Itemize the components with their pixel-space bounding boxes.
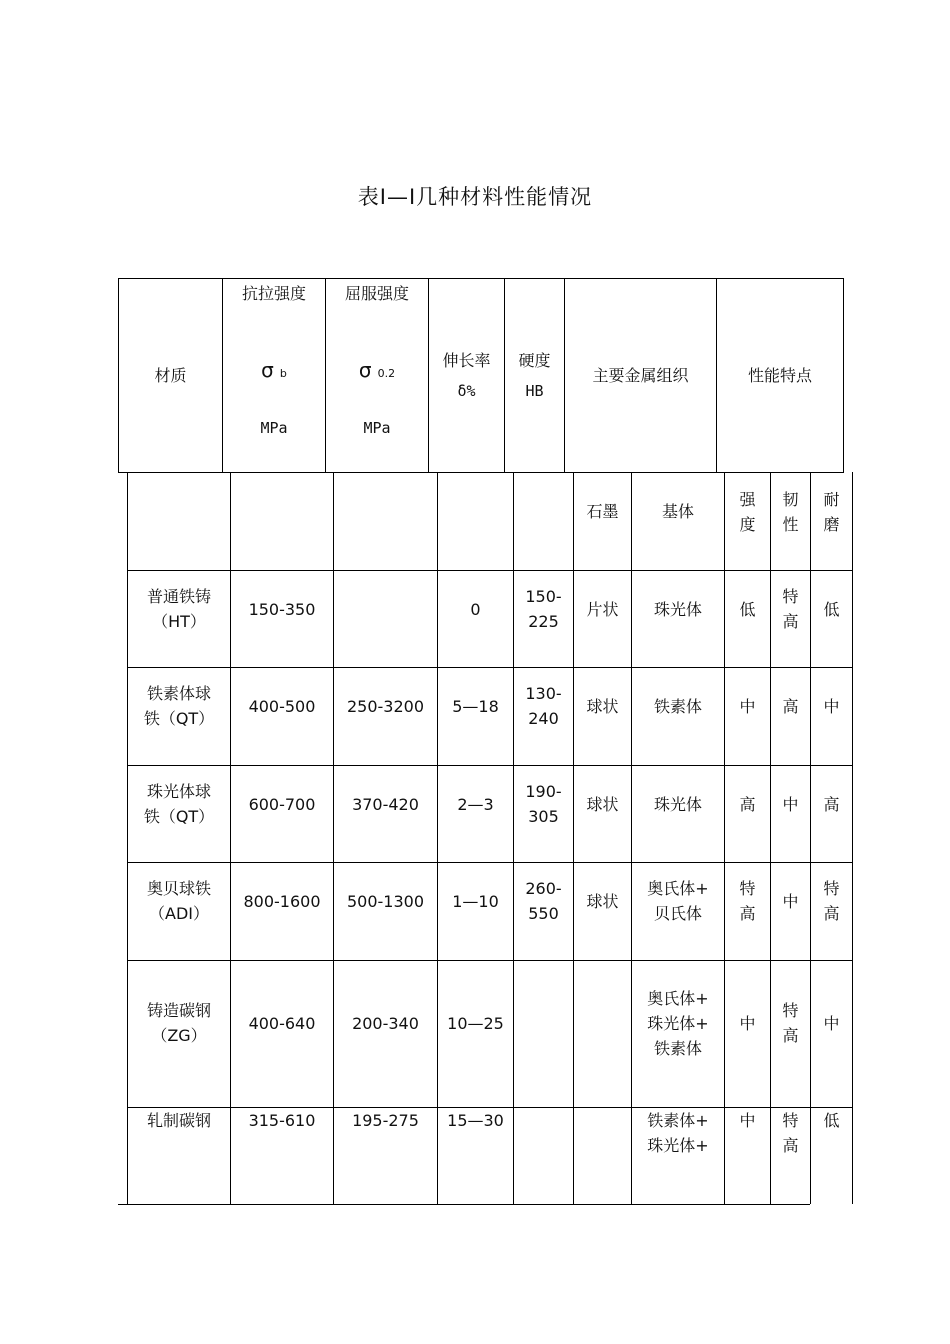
hardness-value-2: 305 — [528, 807, 559, 826]
strength-value: 低 — [739, 599, 756, 619]
elongation-symbol: δ% — [457, 381, 476, 400]
cell-wear — [811, 571, 852, 647]
cell-hardness — [514, 668, 573, 744]
cell-elongation — [438, 668, 513, 744]
cell-strength — [725, 571, 770, 647]
strength-value: 中 — [739, 696, 756, 716]
cell-yield — [334, 668, 437, 744]
subheader-matrix — [632, 473, 724, 550]
cell-tensile — [231, 766, 333, 842]
cell-material — [128, 863, 230, 939]
wear-value: 中 — [823, 696, 840, 716]
property-label: 性能特点 — [747, 366, 812, 385]
toughness-value-1: 特 — [782, 1111, 799, 1130]
material-name: 奥贝球铁 — [146, 879, 211, 898]
material-name: 普通铁铸 — [146, 587, 211, 606]
matrix-value: 珠光体 — [653, 794, 702, 814]
cell-wear — [811, 961, 852, 1085]
wear-value: 高 — [823, 794, 840, 814]
cell-wear — [811, 863, 852, 939]
strength-value: 高 — [739, 794, 756, 814]
tensile-value: 400-500 — [248, 696, 316, 716]
cell-matrix — [632, 766, 724, 842]
header-material — [119, 279, 222, 472]
yield-value: 200-340 — [352, 1013, 419, 1033]
cell-elongation — [438, 766, 513, 842]
cell-yield — [334, 571, 437, 647]
table-title: 表Ⅰ—Ⅰ几种材料性能情况 — [357, 185, 593, 209]
header-tensile — [223, 279, 325, 472]
cell-tensile — [231, 571, 333, 647]
tensile-label: 抗拉强度 — [241, 284, 306, 303]
toughness-label-2: 性 — [782, 514, 799, 534]
material-code: 铁（QT） — [143, 709, 215, 728]
cell-graphite — [574, 863, 631, 939]
hardness-value-1: 260- — [525, 879, 562, 898]
wear-value-1: 特 — [823, 879, 840, 898]
matrix-value-3: 铁素体 — [653, 1038, 702, 1058]
cell-yield — [334, 961, 437, 1085]
wear-value: 低 — [823, 599, 840, 619]
table-bottom-border — [118, 1204, 810, 1205]
cell-material — [128, 1108, 230, 1204]
cell-strength — [725, 668, 770, 744]
cell-matrix — [632, 1108, 724, 1204]
cell-material — [128, 571, 230, 647]
cell-matrix — [632, 961, 724, 1085]
yield-value: 500-1300 — [346, 891, 425, 911]
cell-hardness — [514, 863, 573, 939]
cell-graphite — [574, 668, 631, 744]
toughness-value: 中 — [782, 794, 799, 814]
graphite-label: 石墨 — [586, 502, 619, 521]
toughness-label-1: 韧 — [782, 489, 799, 509]
cell-toughness — [771, 668, 810, 744]
elongation-label: 伸长率 — [442, 350, 491, 370]
material-code: （HT） — [152, 612, 206, 631]
matrix-value-1: 奥氏体+ — [647, 879, 709, 898]
wear-value: 中 — [823, 1013, 840, 1033]
tensile-symbol — [261, 358, 287, 386]
body-col-line — [852, 472, 853, 1204]
hardness-label: 硬度 — [518, 350, 551, 370]
subheader-wear — [811, 473, 852, 550]
toughness-value-2: 高 — [782, 612, 799, 631]
elongation-value: 2—3 — [457, 794, 494, 814]
yield-value: 195-275 — [352, 1111, 419, 1130]
cell-graphite — [574, 766, 631, 842]
cell-hardness — [514, 571, 573, 647]
cell-elongation — [438, 961, 513, 1085]
matrix-value-1: 铁素体+ — [647, 1111, 709, 1130]
material-name: 珠光体球 — [146, 782, 211, 801]
toughness-value-2: 高 — [782, 1026, 799, 1045]
yield-value: 250-3200 — [346, 696, 425, 716]
hardness-value-2: 225 — [528, 612, 559, 631]
elongation-value: 1—10 — [452, 891, 499, 911]
matrix-label: 基体 — [661, 502, 694, 521]
cell-wear — [811, 766, 852, 842]
cell-elongation — [438, 1108, 513, 1204]
elongation-value: 10—25 — [447, 1013, 504, 1033]
cell-toughness — [771, 961, 810, 1085]
cell-strength — [725, 1108, 770, 1204]
toughness-value: 中 — [782, 891, 799, 911]
yield-symbol — [359, 358, 395, 386]
yield-value: 370-420 — [352, 794, 419, 814]
matrix-value: 珠光体 — [653, 599, 702, 619]
cell-strength — [725, 766, 770, 842]
cell-hardness — [514, 766, 573, 842]
cell-wear — [811, 1108, 852, 1204]
hardness-value-1: 130- — [525, 684, 562, 703]
header-structure — [565, 279, 716, 472]
header-col-line — [843, 278, 844, 473]
cell-strength — [725, 961, 770, 1085]
tensile-value: 315-610 — [248, 1111, 316, 1130]
graphite-value: 球状 — [586, 696, 619, 716]
material-name: 铁素体球 — [146, 684, 211, 703]
cell-wear — [811, 668, 852, 744]
tensile-value: 150-350 — [248, 599, 316, 619]
material-name: 铸造碳钢 — [146, 1001, 211, 1020]
tensile-subscript: b — [279, 367, 287, 380]
matrix-value-2: 珠光体+ — [647, 1013, 709, 1033]
hardness-value-2: 240 — [528, 709, 559, 728]
elongation-value: 5—18 — [452, 696, 499, 716]
hardness-value-2: 550 — [528, 904, 559, 923]
cell-tensile — [231, 668, 333, 744]
cell-matrix — [632, 863, 724, 939]
strength-value: 中 — [739, 1013, 756, 1033]
hardness-value-1: 150- — [525, 587, 562, 606]
tensile-value: 400-640 — [248, 1013, 316, 1033]
graphite-value: 片状 — [586, 599, 619, 619]
cell-toughness — [771, 863, 810, 939]
tensile-value: 800-1600 — [243, 891, 321, 911]
cell-yield — [334, 766, 437, 842]
cell-yield — [334, 863, 437, 939]
material-code: 铁（QT） — [143, 807, 215, 826]
cell-yield — [334, 1108, 437, 1204]
wear-label-1: 耐 — [823, 489, 840, 509]
subheader-strength — [725, 473, 770, 550]
matrix-value-2: 珠光体+ — [647, 1136, 709, 1155]
cell-strength — [725, 863, 770, 939]
cell-matrix — [632, 668, 724, 744]
cell-elongation — [438, 571, 513, 647]
toughness-value-1: 特 — [782, 1001, 799, 1020]
yield-unit: MPa — [363, 419, 391, 437]
header-yield — [326, 279, 428, 472]
strength-value-2: 高 — [739, 904, 756, 923]
wear-value: 低 — [823, 1111, 840, 1130]
strength-label-2: 度 — [739, 514, 756, 534]
matrix-value: 铁素体 — [653, 696, 702, 716]
material-code: （ADI） — [149, 904, 209, 923]
wear-value-2: 高 — [823, 904, 840, 923]
cell-toughness — [771, 766, 810, 842]
toughness-value: 高 — [782, 696, 799, 716]
tensile-value: 600-700 — [248, 794, 316, 814]
strength-value: 中 — [739, 1111, 756, 1130]
cell-matrix — [632, 571, 724, 647]
cell-elongation — [438, 863, 513, 939]
toughness-value-1: 特 — [782, 587, 799, 606]
cell-toughness — [771, 1108, 810, 1204]
yield-sigma: σ — [358, 358, 372, 382]
hardness-value-1: 190- — [525, 782, 562, 801]
matrix-value-2: 贝氏体 — [653, 904, 702, 923]
elongation-value: 15—30 — [447, 1111, 504, 1130]
header-property — [717, 279, 843, 472]
elongation-value: 0 — [470, 599, 481, 619]
graphite-value: 球状 — [586, 891, 619, 911]
wear-label-2: 磨 — [823, 514, 840, 534]
material-name: 轧制碳钢 — [146, 1111, 211, 1130]
tensile-sigma: σ — [261, 358, 274, 382]
hardness-unit: HB — [525, 381, 544, 400]
subheader-graphite — [574, 473, 631, 550]
yield-label: 屈服强度 — [344, 284, 409, 303]
header-material-label: 材质 — [154, 366, 187, 385]
subheader-toughness — [771, 473, 810, 550]
cell-material — [128, 961, 230, 1085]
cell-graphite — [574, 571, 631, 647]
toughness-value-2: 高 — [782, 1136, 799, 1155]
cell-material — [128, 668, 230, 744]
cell-material — [128, 766, 230, 842]
strength-label-1: 强 — [739, 489, 756, 509]
cell-toughness — [771, 571, 810, 647]
tensile-unit: MPa — [260, 419, 288, 437]
cell-tensile — [231, 863, 333, 939]
cell-tensile — [231, 961, 333, 1085]
strength-value-1: 特 — [739, 879, 756, 898]
structure-label: 主要金属组织 — [592, 366, 689, 385]
graphite-value: 球状 — [586, 794, 619, 814]
matrix-value-1: 奥氏体+ — [647, 988, 709, 1008]
yield-subscript: 0.2 — [377, 367, 396, 380]
cell-tensile — [231, 1108, 333, 1204]
material-code: （ZG） — [151, 1026, 207, 1045]
header-elongation — [429, 279, 504, 472]
header-hardness — [505, 279, 564, 472]
